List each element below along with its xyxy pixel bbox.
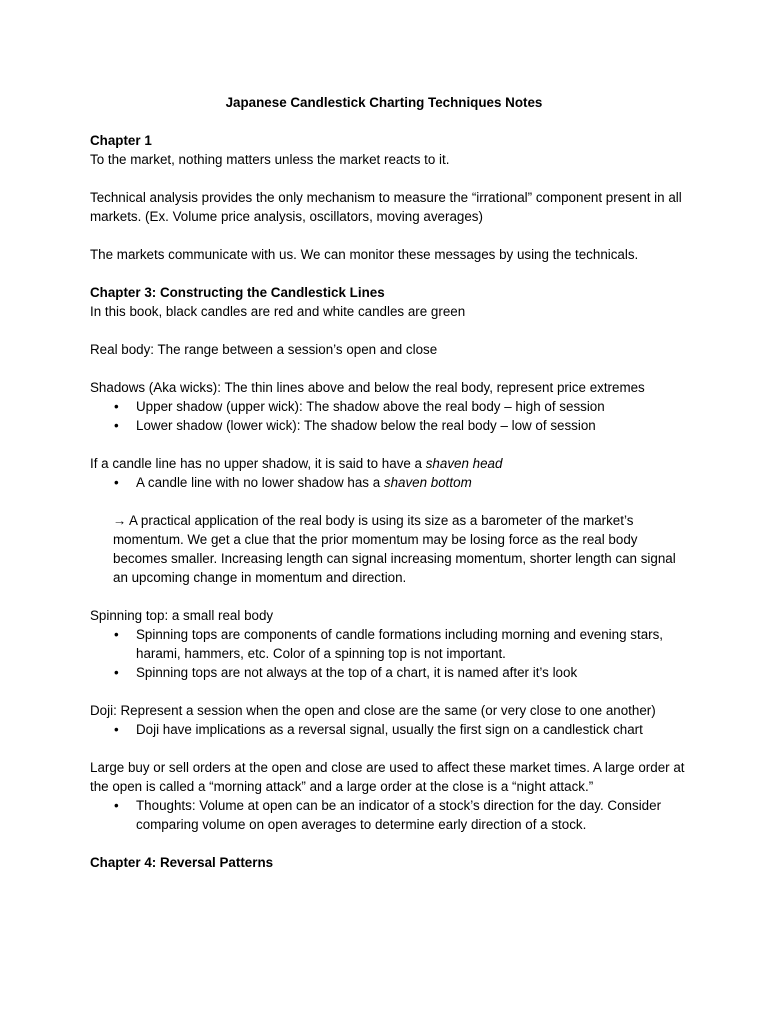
right-arrow-icon: → xyxy=(113,513,127,528)
document-title: Japanese Candlestick Charting Techniques Notes xyxy=(225,95,543,110)
ch3-intro: In this book, black candles are red and white candles are green xyxy=(90,304,466,319)
shadow-bullet-list xyxy=(90,397,690,435)
document-body xyxy=(90,131,690,872)
doji-definition: Doji: Represent a session when the open and close are the same (or very close to one another) xyxy=(90,703,656,718)
ch1-paragraph-3: The markets communicate with us. We can monitor these messages by using the technicals. xyxy=(90,247,639,262)
list-item: • Upper shadow (upper wick): The shadow above the real body – high of session xyxy=(114,399,605,414)
chapter-1-heading: Chapter 1 xyxy=(90,133,152,148)
spinning-top-definition: Spinning top: a small real body xyxy=(90,608,274,623)
real-body-definition: Real body: The range between a session’s open and close xyxy=(90,342,438,357)
bullet-icon: • xyxy=(114,475,119,490)
list-item: • Thoughts: Volume at open can be an indicator of a stock’s direction for the day. Consider comparing volume on open averages to determine early direction of a stock. xyxy=(114,798,662,832)
bullet-icon: • xyxy=(114,665,119,680)
list-item: • Spinning tops are not always at the top of a chart, it is named after it’s look xyxy=(114,665,578,680)
ch1-paragraph-2: Technical analysis provides the only mechanism to measure the “irrational” component present in all markets. (Ex. Volume price analysis, oscillators, moving averages) xyxy=(90,190,682,224)
list-item: • Doji have implications as a reversal signal, usually the first sign on a candlestick chart xyxy=(114,722,643,737)
bullet-icon: • xyxy=(114,722,119,737)
list-item: • A candle line with no lower shadow has a shaven bottom xyxy=(114,475,472,490)
momentum-note: → A practical application of the real body is using its size as a barometer of the market’s momentum. We get a clue that the prior momentum may be losing force as the real body becomes smaller. Increasing length can signal increasing momentum, shorter length can signal an upcoming change in momentum and direction. xyxy=(113,513,676,585)
ch1-paragraph-1: To the market, nothing matters unless the market reacts to it. xyxy=(90,152,450,167)
spinning-bullet-list xyxy=(90,625,690,682)
shadows-definition: Shadows (Aka wicks): The thin lines above and below the real body, represent price extremes xyxy=(90,380,645,395)
bullet-icon: • xyxy=(114,399,119,414)
bullet-icon: • xyxy=(114,418,119,433)
orders-bullet-list xyxy=(90,796,690,834)
list-item: • Lower shadow (lower wick): The shadow below the real body – low of session xyxy=(114,418,596,433)
bullet-icon: • xyxy=(114,798,119,813)
bullet-icon: • xyxy=(114,627,119,642)
chapter-4-heading: Chapter 4: Reversal Patterns xyxy=(90,855,274,870)
orders-paragraph: Large buy or sell orders at the open and close are used to affect these market times. A large order at the open is called a “morning attack” and a large order at the close is a “night attack.” xyxy=(90,760,685,794)
doji-bullet-list xyxy=(90,720,690,739)
chapter-3-heading: Chapter 3: Constructing the Candlestick Lines xyxy=(90,285,385,300)
shaven-bullet-list xyxy=(90,473,690,492)
shaven-head-note: If a candle line has no upper shadow, it is said to have a shaven head xyxy=(90,456,503,471)
list-item: • Spinning tops are components of candle formations including morning and evening stars, harami, hammers, etc. Color of a spinning top is not important. xyxy=(114,627,664,661)
